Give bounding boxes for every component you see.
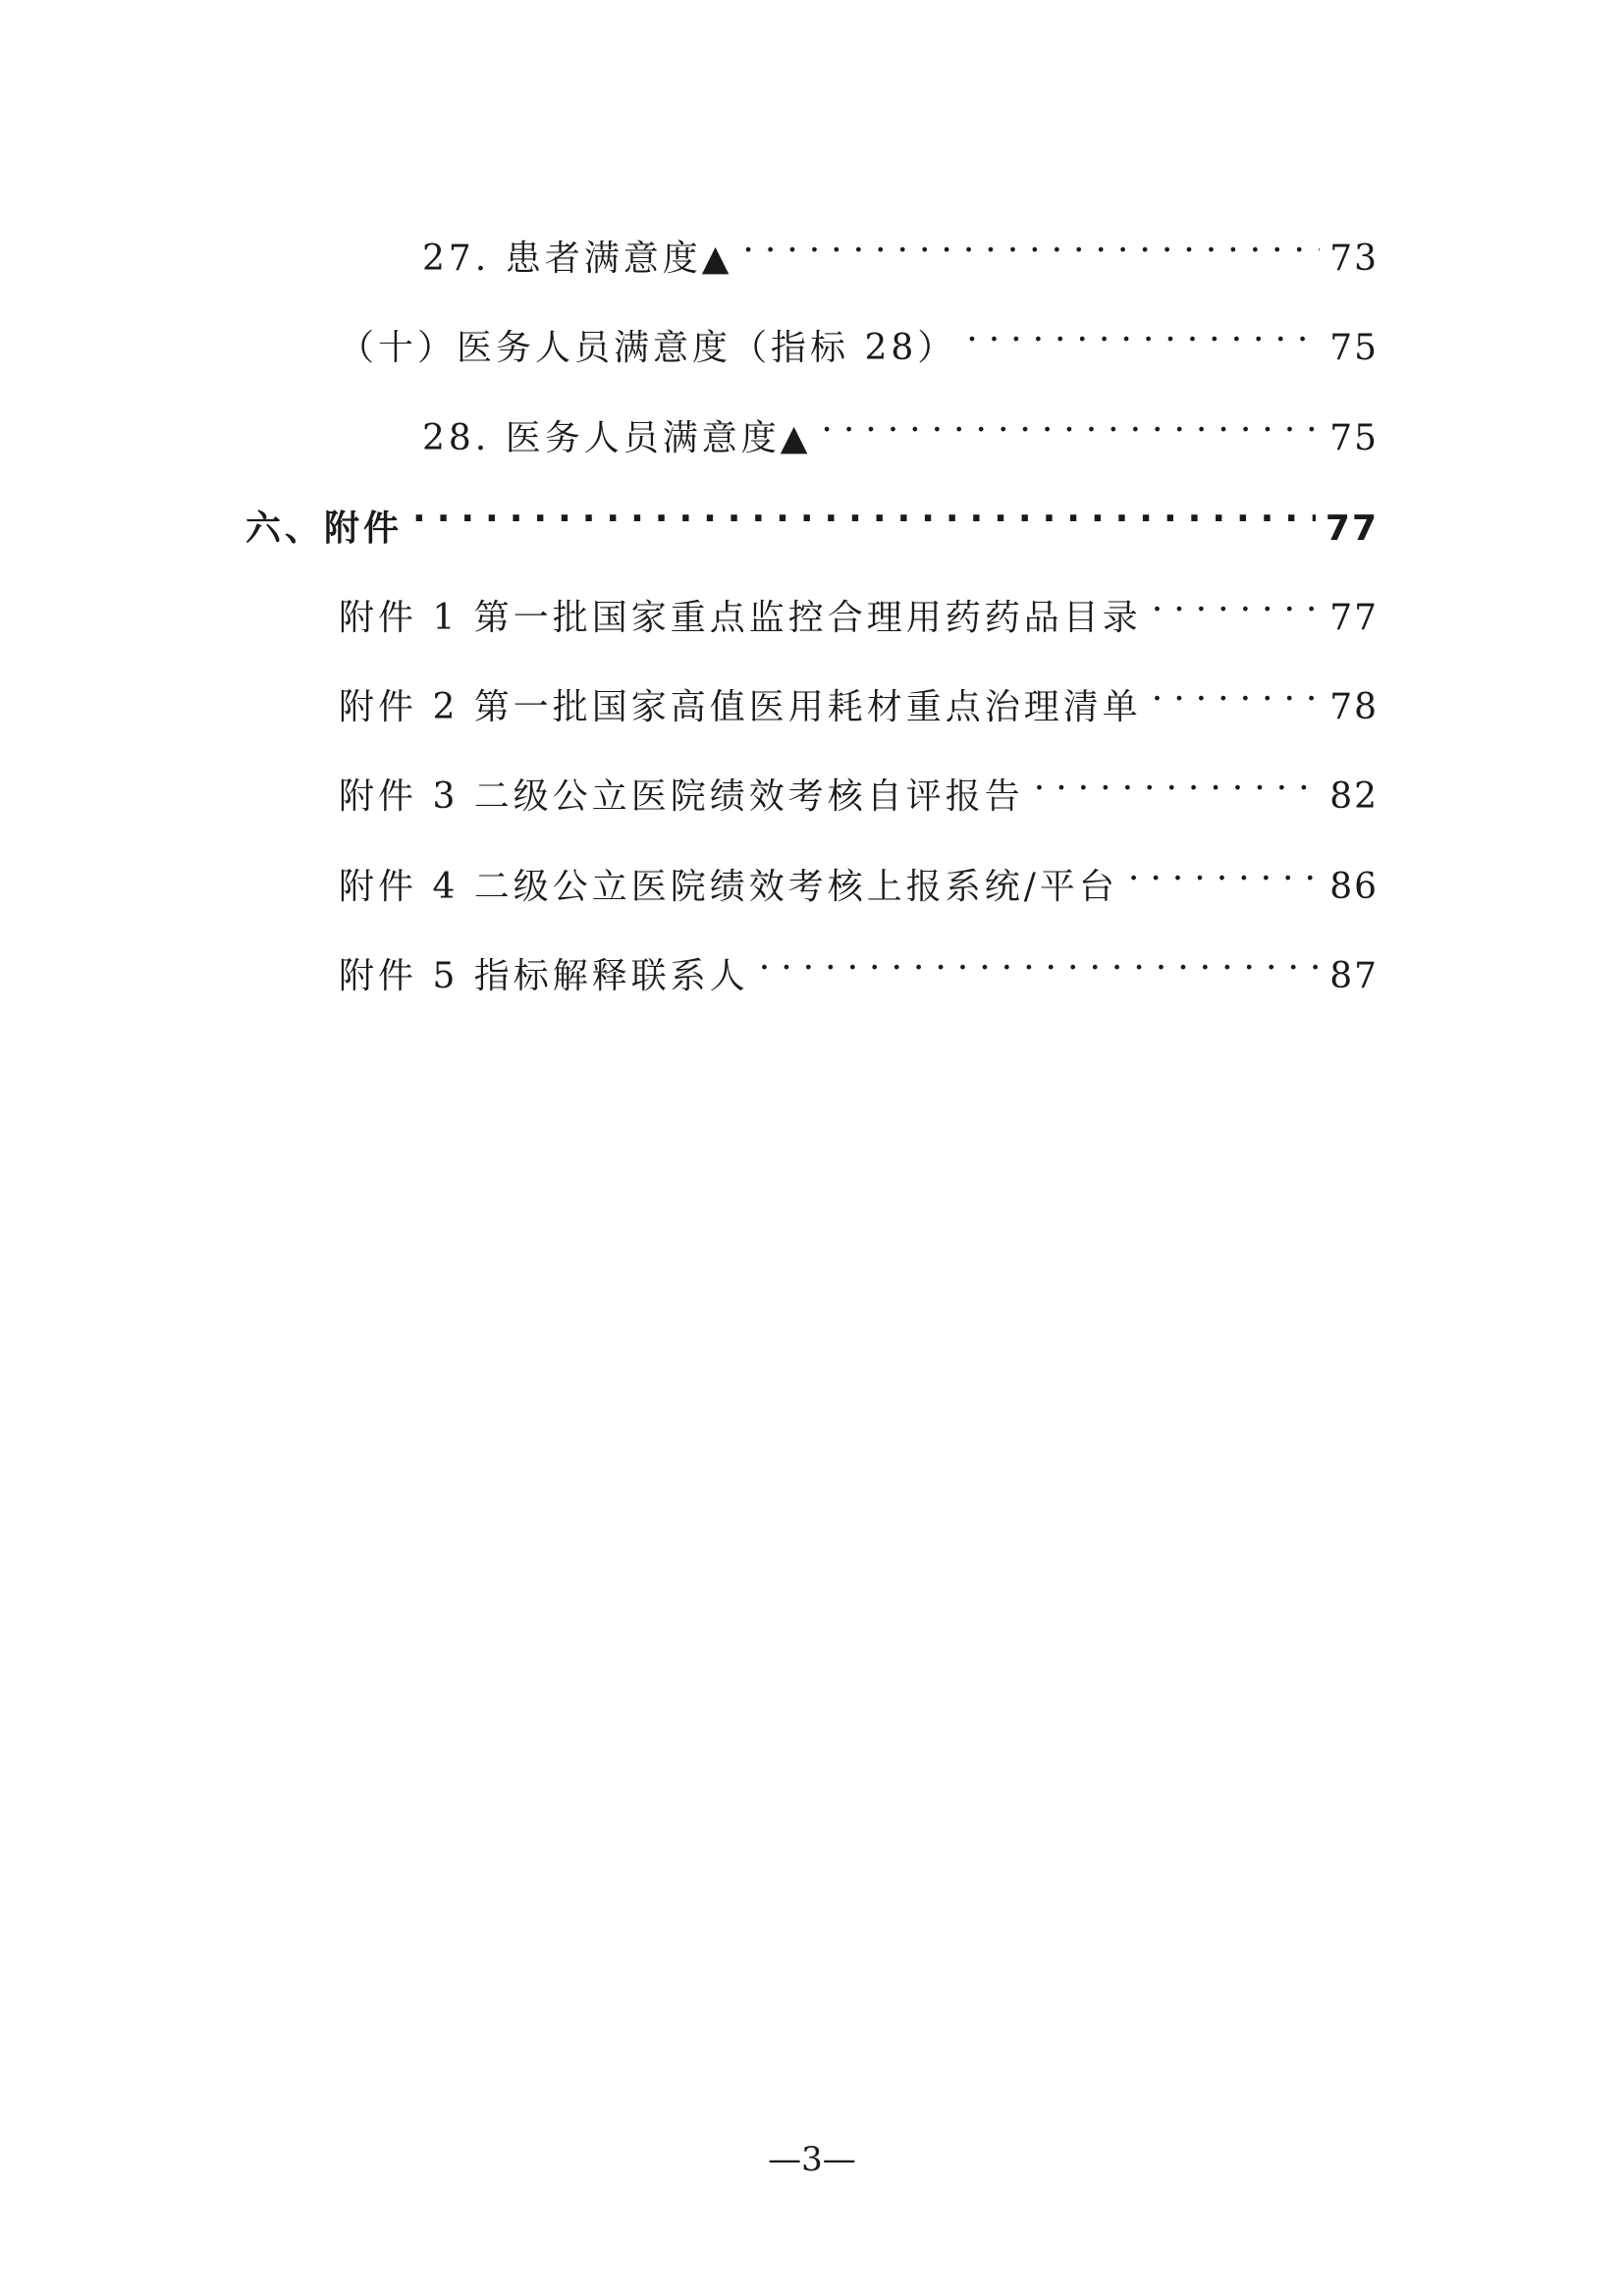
toc-entry bbox=[339, 749, 1379, 817]
page-number: —3— bbox=[768, 2140, 856, 2179]
toc-leader-dots bbox=[412, 481, 1316, 540]
toc-leader-dots bbox=[1152, 660, 1320, 719]
toc-entry-title: 28. 医务人员满意度▲ bbox=[422, 418, 812, 458]
toc-section-entry bbox=[245, 481, 1379, 549]
toc-entry-page: 86 bbox=[1329, 867, 1379, 907]
toc-entry bbox=[422, 391, 1379, 458]
toc-entry-page: 87 bbox=[1329, 956, 1379, 996]
toc-entry-page: 82 bbox=[1329, 776, 1379, 817]
toc-leader-dots bbox=[759, 929, 1320, 988]
toc-entry-page: 77 bbox=[1325, 508, 1379, 549]
toc-leader-dots bbox=[742, 211, 1320, 270]
toc-entry-title: 27. 患者满意度▲ bbox=[422, 239, 733, 279]
toc-leader-dots bbox=[1128, 839, 1320, 898]
toc-leader-dots bbox=[1152, 570, 1320, 629]
toc-entry-title: （十）医务人员满意度（指标 28） bbox=[339, 328, 957, 368]
toc-entry-title: 附件 4 二级公立医院绩效考核上报系统/平台 bbox=[339, 867, 1118, 907]
toc-entry-page: 75 bbox=[1329, 418, 1379, 458]
toc-entry-title: 附件 1 第一批国家重点监控合理用药药品目录 bbox=[339, 598, 1142, 638]
toc-entry-title: 附件 5 指标解释联系人 bbox=[339, 956, 749, 996]
toc-entry bbox=[339, 929, 1379, 996]
toc-entry bbox=[339, 660, 1379, 727]
toc-entry-title: 六、附件 bbox=[245, 508, 404, 549]
toc-entry-title: 附件 2 第一批国家高值医用耗材重点治理清单 bbox=[339, 687, 1142, 727]
toc-entry-page: 73 bbox=[1329, 239, 1379, 279]
toc-entry bbox=[339, 300, 1379, 368]
toc-leader-dots bbox=[1034, 749, 1320, 808]
toc-entry-page: 78 bbox=[1329, 687, 1379, 727]
toc-entry-page: 75 bbox=[1329, 328, 1379, 368]
toc-entry bbox=[339, 570, 1379, 638]
toc-entry bbox=[339, 839, 1379, 907]
toc-leader-dots bbox=[821, 391, 1320, 450]
toc-entry bbox=[422, 211, 1379, 279]
toc-leader-dots bbox=[966, 300, 1320, 359]
toc-entry-title: 附件 3 二级公立医院绩效考核自评报告 bbox=[339, 776, 1024, 817]
toc-entry-page: 77 bbox=[1329, 598, 1379, 638]
